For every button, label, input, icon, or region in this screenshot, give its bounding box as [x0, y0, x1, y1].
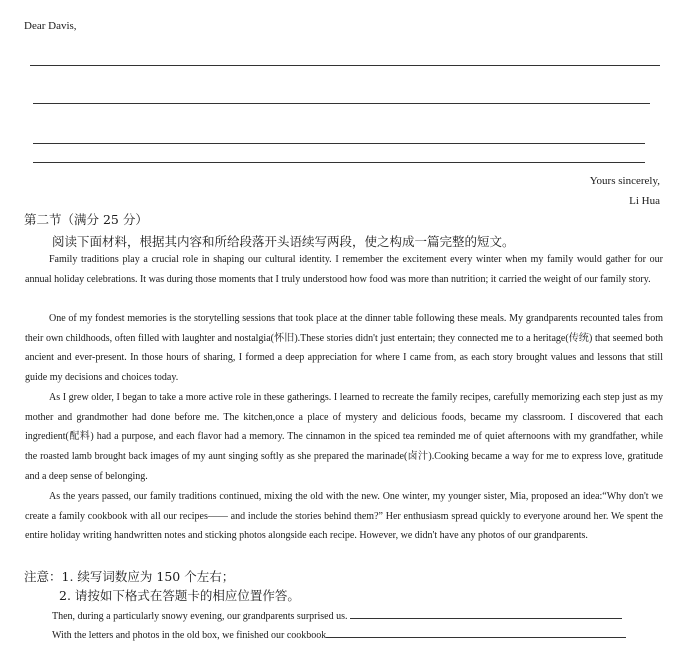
letter-salutation: Dear Davis, [24, 20, 77, 32]
writing-line [33, 143, 645, 144]
paragraph-text: As I grew older, I began to take a more active role in these gatherings. I learned to recreate the family recipes, carefully memorizing each step just as my mother and grandmother had done before me. The kitchen,once a place of mystery and delicious foods, became my classroom. I discovered that each ingredient(配料) had a purpose, and each flavor had a memory. The cinnamon in the spiced tea reminded me of quiet afternoons with my grandfather, while the roasted lamb brought back images of my aunt singing softly as she prepared the marinade(卤汁).Cooking became a way for me to express love, gratitude and a deep sense of belonging. [25, 392, 663, 482]
answer-blank[interactable] [326, 628, 626, 638]
writing-line [33, 103, 650, 104]
note-word-count: 注意：1. 续写词数应为 150 个左右； [24, 569, 235, 584]
continuation-line-2 [52, 628, 626, 641]
note-format: 2. 请按如下格式在答题卡的相应位置作答。 [59, 588, 300, 603]
section-instruction: 阅读下面材料，根据其内容和所给段落开头语续写两段，使之构成一篇完整的短文。 [52, 234, 515, 249]
passage-paragraph [25, 309, 663, 388]
continuation-line-1 [52, 609, 622, 622]
paragraph-text: Family traditions play a crucial role in shaping our cultural identity. I remember the excitement every winter when my family would gather for our annual holiday celebrations. It was during those moments that I truly understood how food was more than nutrition; it carried the weight of our family story. [25, 254, 663, 285]
continuation-start-2: With the letters and photos in the old box, we finished our cookbook [52, 630, 327, 641]
writing-line [33, 162, 645, 163]
answer-blank[interactable] [350, 609, 622, 619]
letter-signature: Li Hua [629, 195, 660, 207]
passage-paragraph [25, 250, 663, 289]
continuation-start-1: Then, during a particularly snowy evening, our grandparents surprised us. [52, 611, 348, 622]
passage-paragraph [25, 487, 663, 546]
letter-closing: Yours sincerely, [589, 175, 660, 187]
writing-line [30, 65, 660, 66]
section-heading: 第二节（满分 25 分） [24, 212, 148, 227]
passage-paragraph [25, 388, 663, 487]
paragraph-text: As the years passed, our family traditions continued, mixing the old with the new. One winter, my younger sister, Mia, proposed an idea:“Why don't we create a family cookbook with all our recipes—— and include the stories behind them?” Her enthusiasm spread quickly to everyone around her. We spent the entire holiday writing handwritten notes and sticking photos alongside each recipe. However, we didn't have any photos of our grandparents. [25, 491, 663, 542]
paragraph-text: One of my fondest memories is the storytelling sessions that took place at the dinner table following these meals. My grandparents recounted tales from their own childhoods, often filled with laughter and nostalgia(怀旧).These stories didn't just entertain; they connected me to a heritage(传统) that seemed both ancient and ever-present. In those hours of sharing, I formed a deep appreciation for where I came from, as each story brought values and lessons that still guide my decisions and choices today. [25, 313, 663, 384]
